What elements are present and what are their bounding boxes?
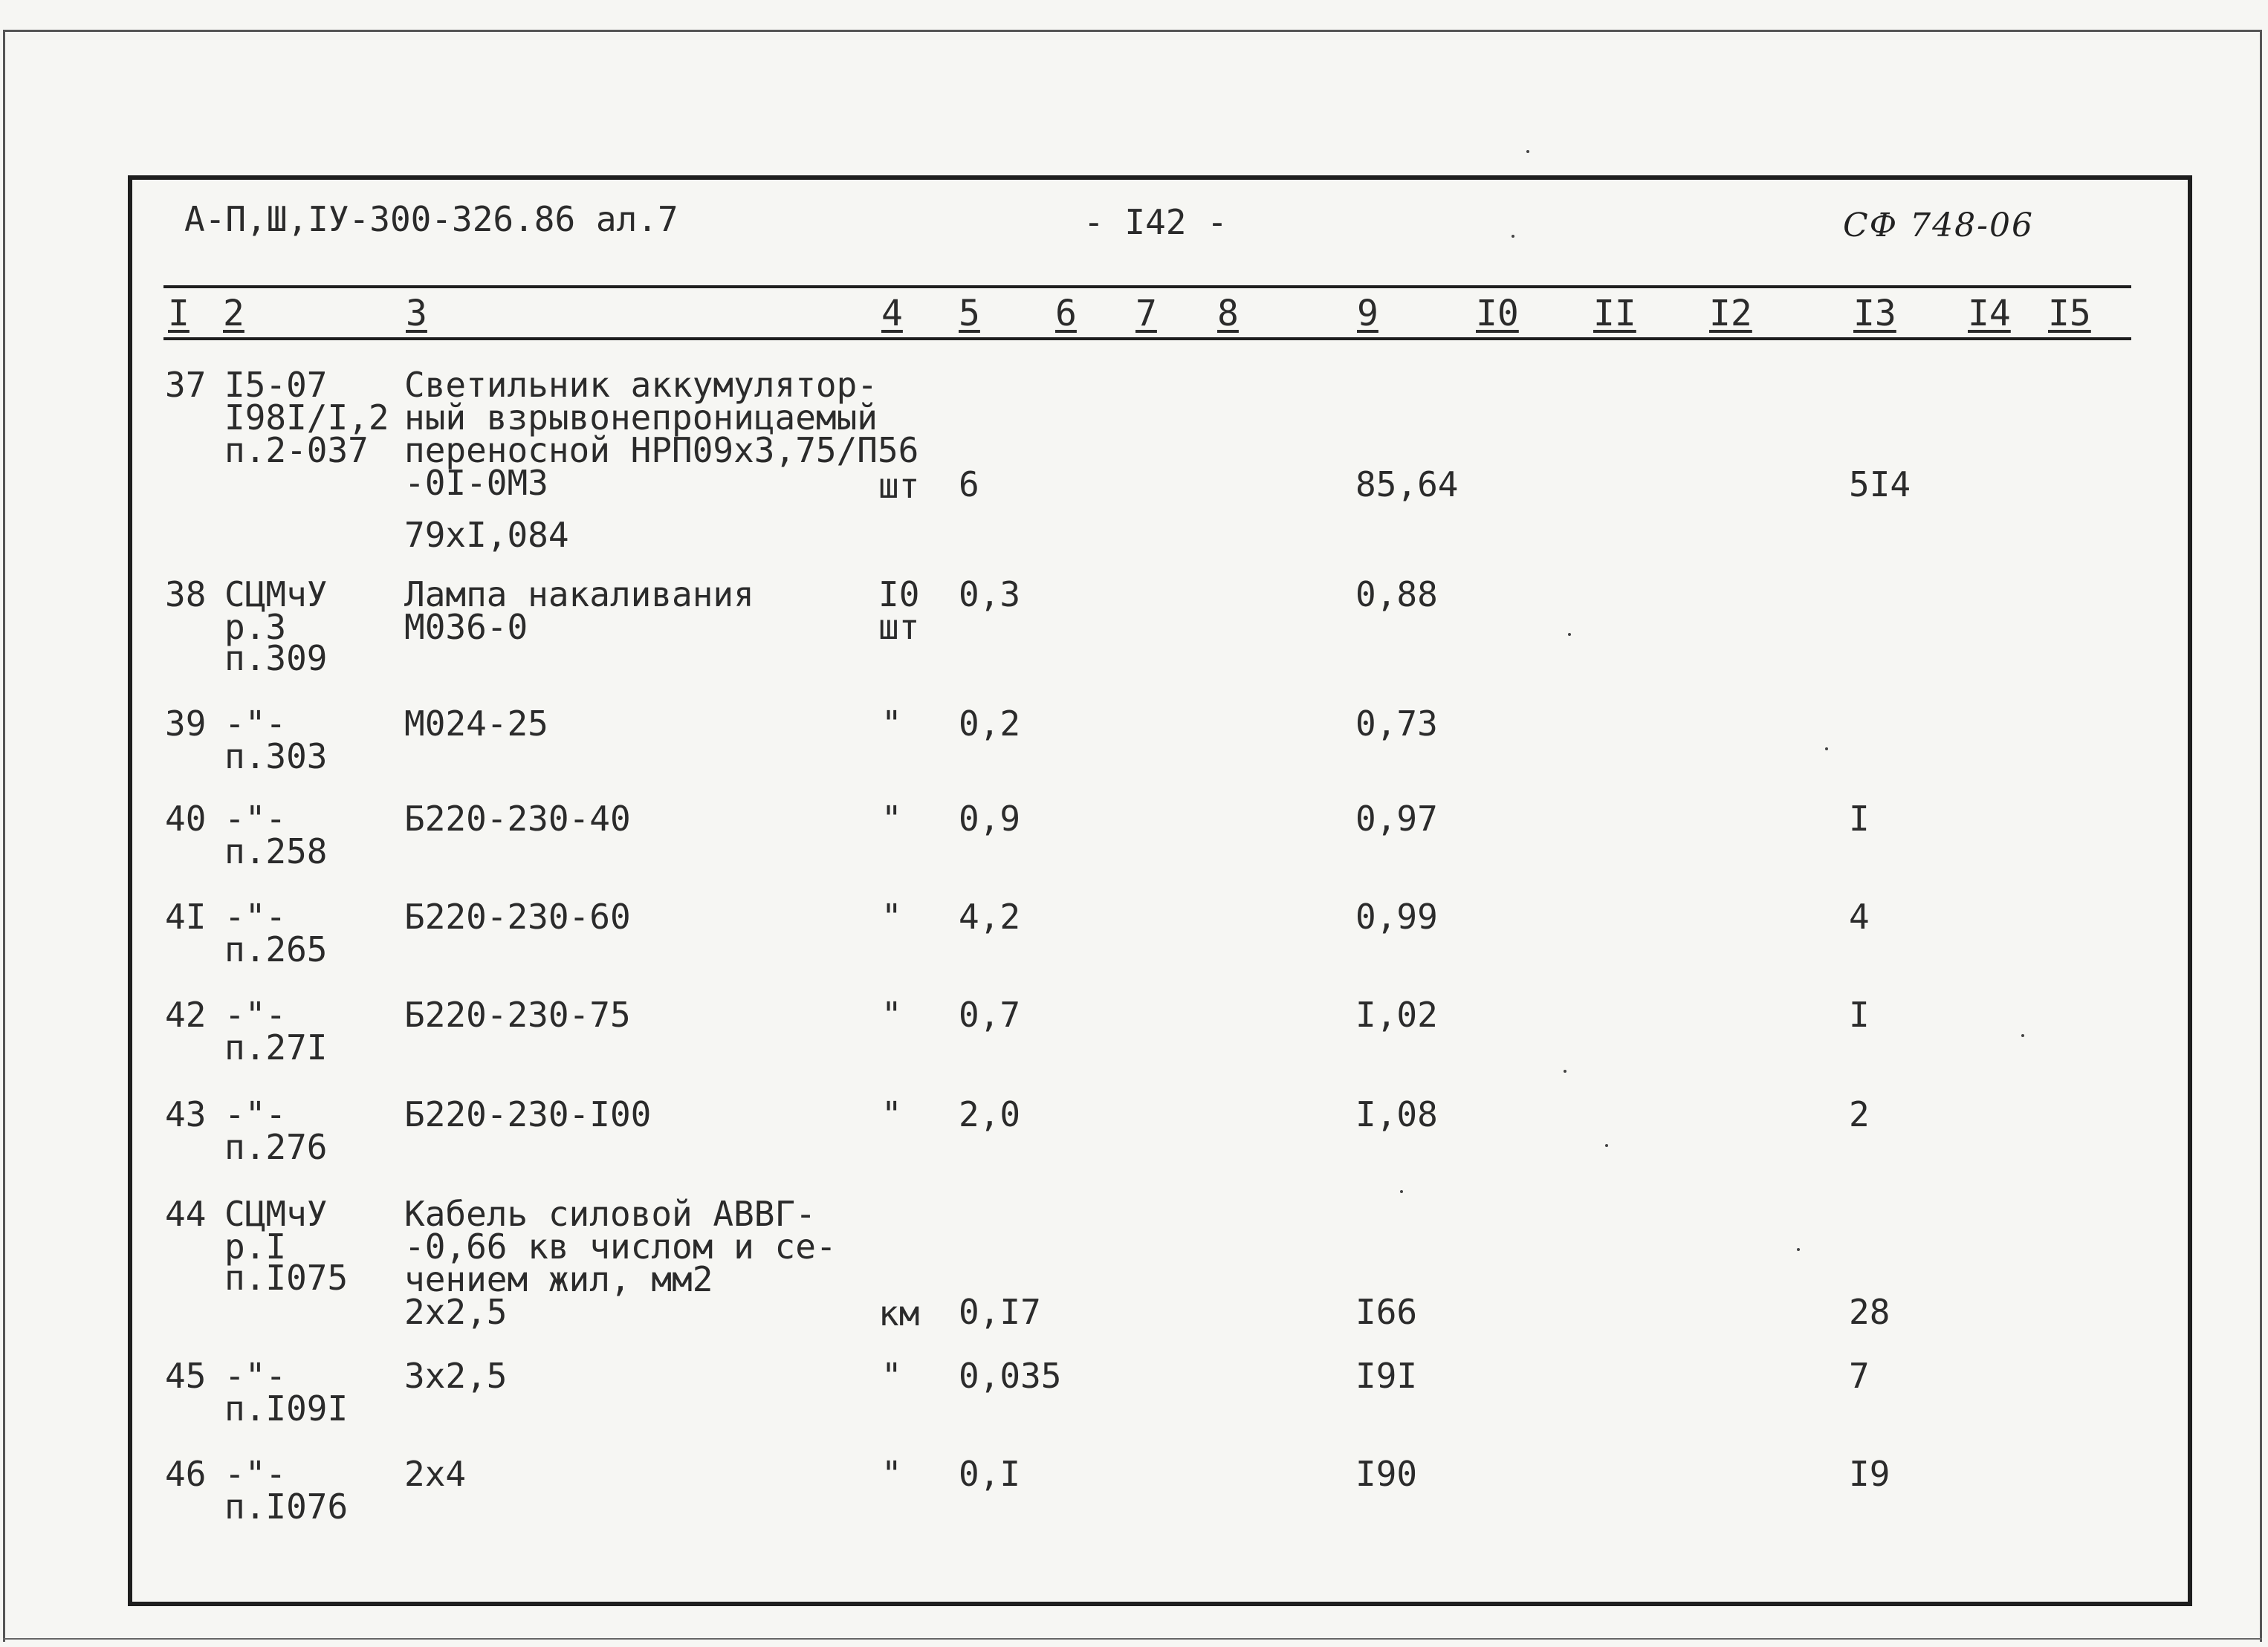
price: 0,88 [1355, 574, 1438, 614]
row-number: 38 [165, 574, 207, 614]
code-line: -"- [224, 897, 287, 937]
col-header-14: I4 [1968, 293, 2011, 334]
description-line: Б220-230-40 [404, 799, 631, 839]
code-line: -"- [224, 799, 287, 839]
quantity: 2,0 [959, 1094, 1021, 1134]
col-header-10: I0 [1476, 293, 1519, 334]
scan-speck [1526, 150, 1529, 153]
code-line: п.276 [224, 1127, 328, 1167]
col-header-7: 7 [1135, 293, 1157, 334]
scan-speck [1605, 1144, 1608, 1147]
description-line: 3х2,5 [404, 1356, 508, 1396]
row-number: 4I [165, 897, 207, 937]
price: I,08 [1355, 1094, 1438, 1134]
code-line: п.265 [224, 929, 328, 969]
scan-speck [1400, 1190, 1403, 1193]
quantity: 0,035 [959, 1356, 1062, 1396]
code-line: п.I075 [224, 1258, 349, 1298]
code-line: п.309 [224, 638, 328, 678]
code-line: СЦМчУ [224, 1194, 328, 1234]
description-line: Светильник аккумулятор- [404, 365, 878, 405]
row-number: 39 [165, 704, 207, 744]
price: I,02 [1355, 995, 1438, 1035]
price: 85,64 [1355, 464, 1459, 504]
col-header-6: 6 [1055, 293, 1077, 334]
description-line: Кабель силовой АВВГ- [404, 1194, 816, 1234]
quantity: 0,I7 [959, 1292, 1041, 1332]
price: 0,99 [1355, 897, 1438, 937]
scan-speck [1568, 633, 1571, 636]
description-line: М036-0 [404, 607, 528, 647]
col-header-1: I [168, 293, 189, 334]
row-number: 43 [165, 1094, 207, 1134]
code-line: I98I/I,2 [224, 397, 389, 438]
code-line: -"- [224, 704, 287, 744]
unit: шт [878, 607, 920, 647]
description-line: Лампа накаливания [404, 574, 754, 614]
col-header-9: 9 [1357, 293, 1378, 334]
scan-speck [2021, 1034, 2024, 1037]
code-line: -"- [224, 1094, 287, 1134]
code-line: р.3 [224, 607, 287, 647]
code-line: р.I [224, 1227, 287, 1267]
col-header-15: I5 [2048, 293, 2091, 334]
description-line: Б220-230-75 [404, 995, 631, 1035]
price: 0,73 [1355, 704, 1438, 744]
price: I66 [1355, 1292, 1418, 1332]
unit: " [881, 995, 902, 1035]
unit: " [881, 799, 902, 839]
table-rule-top [163, 285, 2131, 288]
quantity: 0,7 [959, 995, 1021, 1035]
unit: " [881, 897, 902, 937]
sheet-bottom-edge [3, 1638, 2262, 1640]
quantity: 0,9 [959, 799, 1021, 839]
description-line: чением жил, мм2 [404, 1259, 713, 1299]
code-line: п.2-037 [224, 430, 369, 470]
col-header-8: 8 [1217, 293, 1239, 334]
description-line: Б220-230-60 [404, 897, 631, 937]
quantity: 6 [959, 464, 979, 504]
total: 2 [1849, 1094, 1870, 1134]
description-line: М024-25 [404, 704, 548, 744]
unit: " [881, 1356, 902, 1396]
code-line: -"- [224, 1356, 287, 1396]
row-number: 45 [165, 1356, 207, 1396]
total: 5I4 [1849, 464, 1911, 504]
col-header-4: 4 [881, 293, 903, 334]
code-line: п.I09I [224, 1388, 349, 1429]
price: I90 [1355, 1454, 1418, 1494]
col-header-2: 2 [223, 293, 244, 334]
total: I [1849, 799, 1870, 839]
description-line: 2х2,5 [404, 1292, 508, 1332]
total: 28 [1849, 1292, 1890, 1332]
unit: " [881, 1094, 902, 1134]
col-header-13: I3 [1853, 293, 1896, 334]
price: 0,97 [1355, 799, 1438, 839]
total: I9 [1849, 1454, 1890, 1494]
table-rule-bottom [163, 337, 2131, 340]
description-line: 79хI,084 [404, 515, 569, 555]
handwritten-code: СФ 748-06 [1843, 207, 2035, 244]
unit: " [881, 704, 902, 744]
row-number: 40 [165, 799, 207, 839]
col-header-5: 5 [959, 293, 980, 334]
code-line: СЦМчУ [224, 574, 328, 614]
quantity: 0,3 [959, 574, 1021, 614]
row-number: 37 [165, 365, 207, 405]
description-line: -0,66 кв числом и се- [404, 1227, 837, 1267]
col-header-11: II [1593, 293, 1636, 334]
price: I9I [1355, 1356, 1418, 1396]
code-line: п.I076 [224, 1487, 349, 1527]
document-code: А-П,Ш,IУ-300-326.86 ал.7 [184, 199, 678, 239]
quantity: 0,2 [959, 704, 1021, 744]
description-line: Б220-230-I00 [404, 1094, 652, 1134]
row-number: 42 [165, 995, 207, 1035]
scan-speck [1797, 1248, 1800, 1251]
code-line: -"- [224, 1454, 287, 1494]
unit: шт [878, 466, 920, 506]
description-line: 2х4 [404, 1454, 467, 1494]
row-number: 44 [165, 1194, 207, 1234]
code-line: п.303 [224, 736, 328, 776]
total: I [1849, 995, 1870, 1035]
quantity: 4,2 [959, 897, 1021, 937]
description-line: ный взрывонепроницаемый [404, 397, 878, 438]
unit: км [878, 1293, 920, 1333]
page-number: - I42 - [1083, 202, 1228, 242]
total: 7 [1849, 1356, 1870, 1396]
code-line: п.258 [224, 831, 328, 871]
description-line: переносной НРП09х3,75/П56 [404, 430, 919, 470]
code-line: п.27I [224, 1027, 328, 1068]
col-header-3: 3 [406, 293, 427, 334]
code-line: -"- [224, 995, 287, 1035]
description-line: -0I-0М3 [404, 463, 548, 503]
code-line: I5-07 [224, 365, 328, 405]
unit: " [881, 1454, 902, 1494]
scan-speck [1564, 1070, 1566, 1073]
ink-speck [1512, 235, 1514, 238]
quantity: 0,I [959, 1454, 1021, 1494]
total: 4 [1849, 897, 1870, 937]
row-number: 46 [165, 1454, 207, 1494]
scan-speck [1825, 747, 1828, 750]
col-header-12: I2 [1709, 293, 1752, 334]
unit: I0 [878, 574, 920, 614]
